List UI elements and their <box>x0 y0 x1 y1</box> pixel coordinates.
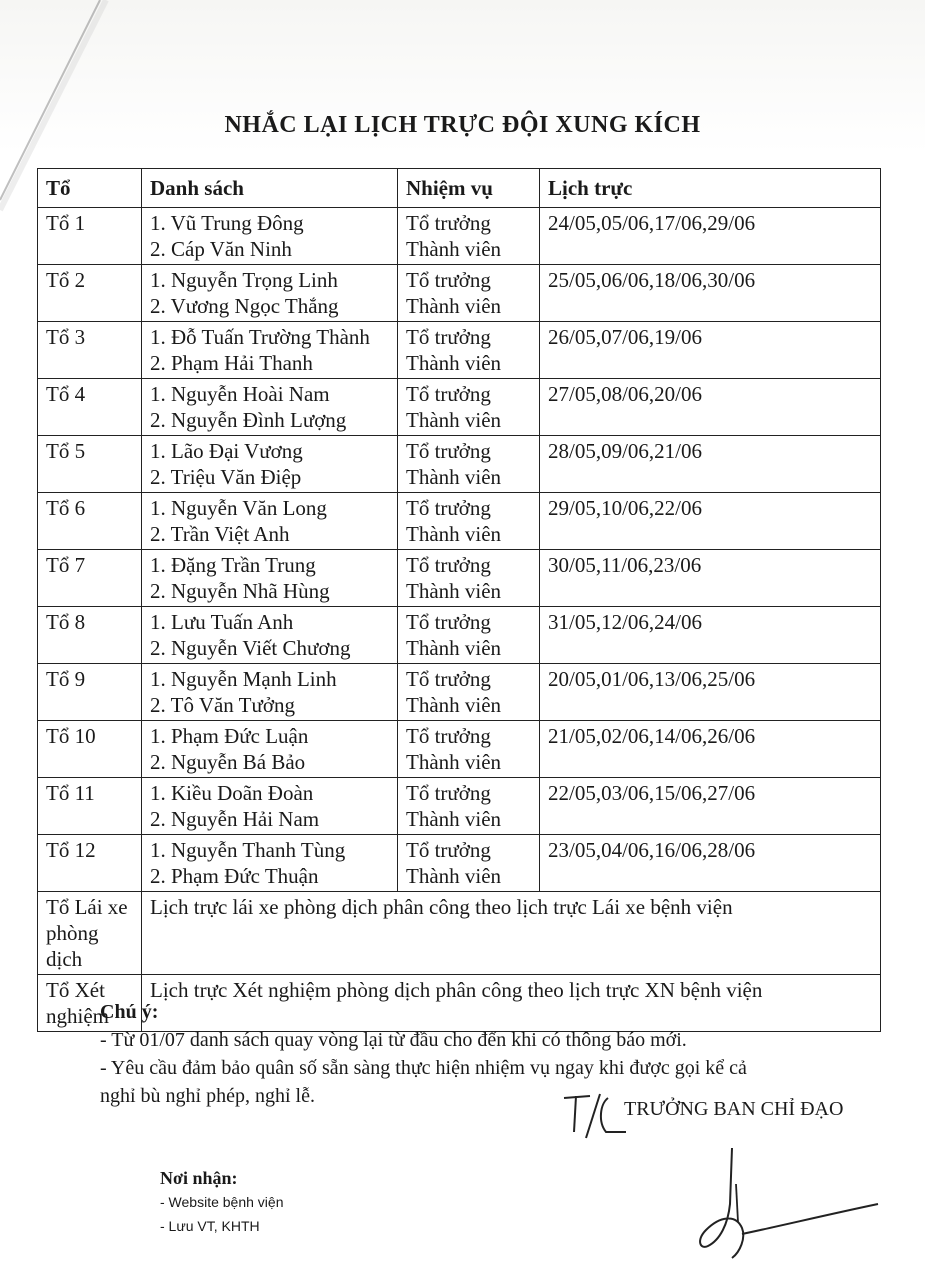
roles-cell <box>398 493 540 550</box>
note-item: - Yêu cầu đảm bảo quân số sẵn sàng thực hiện nhiệm vụ ngay khi được gọi kể cả <box>100 1057 747 1079</box>
team-name-line: Tổ Xét <box>46 978 105 1002</box>
schedule-cell <box>540 721 881 778</box>
header-role: Nhiệm vụ <box>398 169 540 208</box>
recipients-section <box>160 1166 460 1238</box>
roles-cell <box>398 208 540 265</box>
roles-cell <box>398 265 540 322</box>
member-name: 2. Triệu Văn Điệp <box>150 465 302 489</box>
member-name: 2. Phạm Hải Thanh <box>150 351 313 375</box>
members-cell <box>142 835 398 892</box>
roles-cell <box>398 778 540 835</box>
member-name: 2. Vương Ngọc Thắng <box>150 294 339 318</box>
role-label: Thành viên <box>406 408 502 432</box>
roles-cell <box>398 835 540 892</box>
role-label: Tổ trưởng <box>406 382 491 406</box>
team-name-line: dịch <box>46 947 83 971</box>
member-name: 2. Nguyễn Đình Lượng <box>150 408 347 432</box>
special-assignment-text: Lịch trực lái xe phòng dịch phân công theo lịch trực Lái xe bệnh viện <box>142 892 881 975</box>
note-item: nghỉ bù nghỉ phép, nghỉ lễ. <box>100 1085 315 1107</box>
table-row <box>38 607 881 664</box>
team-cell <box>38 892 142 975</box>
member-name: 2. Nguyễn Bá Bảo <box>150 750 306 774</box>
schedule-cell <box>540 379 881 436</box>
member-name: 1. Nguyễn Thanh Tùng <box>150 838 346 862</box>
members-cell <box>142 436 398 493</box>
recipient-item: - Website bệnh viện <box>160 1194 284 1210</box>
members-cell <box>142 778 398 835</box>
schedule-cell <box>540 778 881 835</box>
team-cell: Tổ 7 <box>38 550 142 607</box>
role-label: Thành viên <box>406 579 502 603</box>
notes-title: Chú ý: <box>100 1001 159 1023</box>
roles-cell <box>398 550 540 607</box>
table-row <box>38 436 881 493</box>
team-name-line: Tổ Lái xe <box>46 895 128 919</box>
team-cell: Tổ 1 <box>38 208 142 265</box>
team-cell: Tổ 8 <box>38 607 142 664</box>
role-label: Thành viên <box>406 294 502 318</box>
table-row <box>38 721 881 778</box>
members-cell <box>142 208 398 265</box>
members-cell <box>142 664 398 721</box>
team-cell: Tổ 6 <box>38 493 142 550</box>
roles-cell <box>398 436 540 493</box>
role-label: Tổ trưởng <box>406 439 491 463</box>
team-cell: Tổ 5 <box>38 436 142 493</box>
members-cell <box>142 379 398 436</box>
member-name: 1. Phạm Đức Luận <box>150 724 309 748</box>
schedule-dates: 28/05,09/06,21/06 <box>548 439 703 463</box>
roles-cell <box>398 322 540 379</box>
duty-schedule-table <box>37 168 881 1032</box>
schedule-cell <box>540 208 881 265</box>
role-label: Thành viên <box>406 351 502 375</box>
member-name: 1. Kiều Doãn Đoàn <box>150 781 314 805</box>
member-name: 2. Trần Việt Anh <box>150 522 290 546</box>
schedule-dates: 24/05,05/06,17/06,29/06 <box>548 211 756 235</box>
schedule-cell <box>540 436 881 493</box>
signer-title: TRƯỞNG BAN CHỈ ĐẠO <box>624 1098 844 1120</box>
role-label: Tổ trưởng <box>406 610 491 634</box>
team-name-line: nghiệm <box>46 1004 109 1028</box>
schedule-dates: 31/05,12/06,24/06 <box>548 610 703 634</box>
member-name: 1. Lão Đại Vương <box>150 439 303 463</box>
member-name: 2. Nguyễn Hải Nam <box>150 807 320 831</box>
member-name: 2. Phạm Đức Thuận <box>150 864 319 888</box>
schedule-dates: 27/05,08/06,20/06 <box>548 382 703 406</box>
team-cell: Tổ 12 <box>38 835 142 892</box>
header-team: Tổ <box>38 169 142 208</box>
role-label: Thành viên <box>406 522 502 546</box>
member-name: 1. Đặng Trần Trung <box>150 553 316 577</box>
team-cell: Tổ 10 <box>38 721 142 778</box>
members-cell <box>142 721 398 778</box>
member-name: 2. Nguyễn Viết Chương <box>150 636 351 660</box>
schedule-dates: 22/05,03/06,15/06,27/06 <box>548 781 756 805</box>
role-label: Thành viên <box>406 864 502 888</box>
table-row <box>38 835 881 892</box>
member-name: 1. Vũ Trung Đông <box>150 211 304 235</box>
role-label: Tổ trưởng <box>406 724 491 748</box>
role-label: Tổ trưởng <box>406 553 491 577</box>
member-name: 2. Nguyễn Nhã Hùng <box>150 579 330 603</box>
members-cell <box>142 493 398 550</box>
on-behalf-mark <box>560 1092 630 1144</box>
signature-block <box>560 1092 890 1262</box>
member-name: 2. Tô Văn Tưởng <box>150 693 295 717</box>
team-name-line: phòng <box>46 921 99 945</box>
members-cell <box>142 265 398 322</box>
schedule-cell <box>540 607 881 664</box>
schedule-cell <box>540 322 881 379</box>
schedule-dates: 30/05,11/06,23/06 <box>548 553 702 577</box>
role-label: Thành viên <box>406 237 502 261</box>
recipient-item: - Lưu VT, KHTH <box>160 1218 260 1234</box>
team-cell: Tổ 3 <box>38 322 142 379</box>
role-label: Thành viên <box>406 465 502 489</box>
role-label: Tổ trưởng <box>406 325 491 349</box>
schedule-dates: 20/05,01/06,13/06,25/06 <box>548 667 756 691</box>
header-list: Danh sách <box>142 169 398 208</box>
table-row <box>38 322 881 379</box>
table-header-row <box>38 169 881 208</box>
team-cell: Tổ 9 <box>38 664 142 721</box>
role-label: Tổ trưởng <box>406 211 491 235</box>
member-name: 1. Nguyễn Mạnh Linh <box>150 667 337 691</box>
schedule-dates: 26/05,07/06,19/06 <box>548 325 703 349</box>
handwritten-signature <box>680 1144 880 1262</box>
table-body <box>38 208 881 1032</box>
table-row <box>38 550 881 607</box>
schedule-dates: 21/05,02/06,14/06,26/06 <box>548 724 756 748</box>
members-cell <box>142 322 398 379</box>
document-title: NHẮC LẠI LỊCH TRỰC ĐỘI XUNG KÍCH <box>224 112 701 138</box>
table-row <box>38 265 881 322</box>
table-row <box>38 778 881 835</box>
member-name: 1. Nguyễn Hoài Nam <box>150 382 330 406</box>
member-name: 1. Nguyễn Văn Long <box>150 496 327 520</box>
member-name: 1. Lưu Tuấn Anh <box>150 610 294 634</box>
schedule-dates: 29/05,10/06,22/06 <box>548 496 703 520</box>
role-label: Thành viên <box>406 636 502 660</box>
roles-cell <box>398 379 540 436</box>
table-row <box>38 664 881 721</box>
team-cell: Tổ 11 <box>38 778 142 835</box>
team-cell: Tổ 2 <box>38 265 142 322</box>
recipients-title: Nơi nhận: <box>160 1168 238 1188</box>
role-label: Thành viên <box>406 750 502 774</box>
role-label: Tổ trưởng <box>406 781 491 805</box>
member-name: 1. Đỗ Tuấn Trường Thành <box>150 325 370 349</box>
schedule-cell <box>540 835 881 892</box>
special-assignment-text: Lịch trực Xét nghiệm phòng dịch phân công theo lịch trực XN bệnh viện <box>142 975 881 1032</box>
team-cell: Tổ 4 <box>38 379 142 436</box>
members-cell <box>142 607 398 664</box>
schedule-cell <box>540 664 881 721</box>
roles-cell <box>398 721 540 778</box>
schedule-dates: 25/05,06/06,18/06,30/06 <box>548 268 756 292</box>
role-label: Thành viên <box>406 807 502 831</box>
schedule-cell <box>540 550 881 607</box>
note-item: - Từ 01/07 danh sách quay vòng lại từ đầu cho đến khi có thông báo mới. <box>100 1029 687 1051</box>
member-name: 2. Cáp Văn Ninh <box>150 237 292 261</box>
table-row <box>38 208 881 265</box>
header-schedule: Lịch trực <box>540 169 881 208</box>
roles-cell <box>398 664 540 721</box>
members-cell <box>142 550 398 607</box>
schedule-dates: 23/05,04/06,16/06,28/06 <box>548 838 756 862</box>
table-row <box>38 379 881 436</box>
table-row <box>38 493 881 550</box>
table-row-special <box>38 892 881 975</box>
schedule-cell <box>540 265 881 322</box>
role-label: Tổ trưởng <box>406 667 491 691</box>
role-label: Tổ trưởng <box>406 268 491 292</box>
role-label: Tổ trưởng <box>406 496 491 520</box>
role-label: Tổ trưởng <box>406 838 491 862</box>
member-name: 1. Nguyễn Trọng Linh <box>150 268 338 292</box>
roles-cell <box>398 607 540 664</box>
role-label: Thành viên <box>406 693 502 717</box>
schedule-cell <box>540 493 881 550</box>
